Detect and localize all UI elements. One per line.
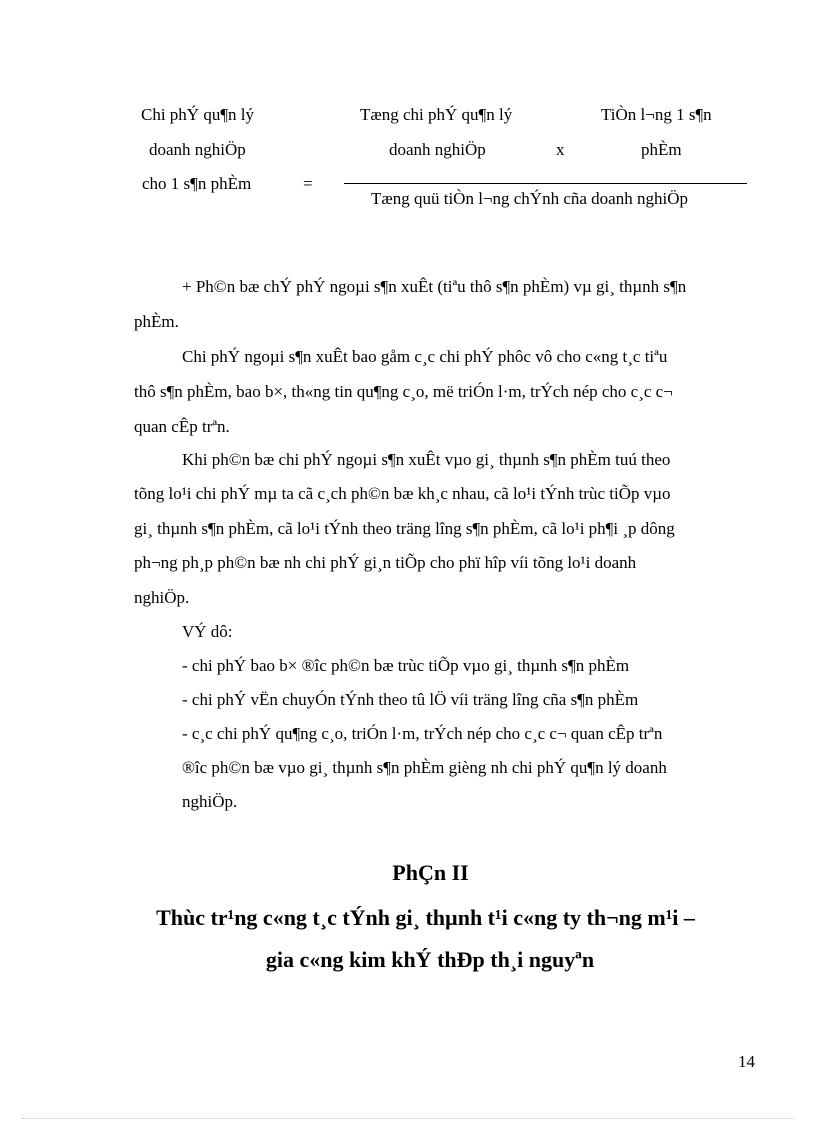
formula-numerator-left-line-1: Tæng chi phÝ qu¶n lý	[360, 105, 513, 124]
formula-multiply-sign: x	[556, 140, 565, 159]
body-line-6: Khi ph©n bæ chi phÝ ngoµi s¶n xuÊt vµo gi¸ thµnh s¶n phÈm tuú theo	[182, 450, 671, 469]
formula-equals-sign: =	[303, 174, 313, 193]
body-line-5: quan cÊp trªn.	[134, 417, 230, 436]
formula-lhs-line-3: cho 1 s¶n phÈm	[142, 174, 252, 193]
body-line-13: - chi phÝ vËn chuyÓn tÝnh theo tû lÖ víi träng lîng cña s¶n phÈm	[182, 690, 639, 709]
body-line-8: gi¸ thµnh s¶n phÈm, cã lo¹i tÝnh theo träng lîng s¶n phÈm, cã lo¹i ph¶i ¸p dông	[134, 519, 675, 538]
body-line-7: tõng lo¹i chi phÝ mµ ta cã c¸ch ph©n bæ kh¸c nhau, cã lo¹i tÝnh trùc tiÕp vµo	[134, 484, 671, 503]
body-line-14: - c¸c chi phÝ qu¶ng c¸o, triÓn l·m, trÝch nép cho c¸c c¬ quan cÊp trªn	[182, 724, 663, 743]
body-line-2: phÈm.	[134, 312, 179, 331]
formula-denominator: Tæng quü tiÒn l¬ng chÝnh cña doanh nghiÖp	[371, 189, 688, 208]
body-line-3: Chi phÝ ngoµi s¶n xuÊt bao gåm c¸c chi phÝ phôc vô cho c«ng t¸c tiªu	[182, 347, 668, 366]
section-title-line-1: Thùc tr¹ng c«ng t¸c tÝnh gi¸ thµnh t¹i c«ng ty th¬ng m¹i –	[156, 905, 695, 930]
formula-numerator-right-line-1: TiÒn l¬ng 1 s¶n	[601, 105, 712, 124]
body-line-12: - chi phÝ bao b× ®îc ph©n bæ trùc tiÕp vµo gi¸ thµnh s¶n phÈm	[182, 656, 630, 675]
formula-lhs-line-1: Chi phÝ qu¶n lý	[141, 105, 255, 124]
formula-numerator-left-line-2: doanh nghiÖp	[389, 140, 486, 159]
page-number: 14	[738, 1052, 755, 1071]
body-line-10: nghiÖp.	[134, 588, 190, 607]
section-title-line-2: gia c«ng kim khÝ thÐp th¸i nguyªn	[265, 947, 595, 972]
body-line-4: thô s¶n phÈm, bao b×, th«ng tin qu¶ng c¸o, më triÓn l·m, trÝch nép cho c¸c c¬	[134, 382, 673, 401]
body-line-1: + Ph©n bæ chÝ phÝ ngoµi s¶n xuÊt (tiªu thô s¶n phÈm) vµ gi¸ thµnh s¶n	[182, 277, 687, 296]
body-line-15: ®îc ph©n bæ vµo gi¸ thµnh s¶n phÈm gièng nh chi phÝ qu¶n lý doanh	[182, 758, 667, 777]
fraction-line	[344, 183, 747, 184]
formula-lhs-line-2: doanh nghiÖp	[149, 140, 246, 159]
body-line-11: VÝ dô:	[182, 622, 233, 641]
body-line-16: nghiÖp.	[182, 792, 238, 811]
section-part-heading: PhÇn II	[392, 860, 469, 885]
body-line-9: ph¬ng ph¸p ph©n bæ nh chi phÝ gi¸n tiÕp cho phï hîp víi tõng lo¹i doanh	[134, 553, 637, 572]
page-bottom-divider	[22, 1118, 794, 1119]
formula-numerator-right-line-2: phÈm	[641, 140, 682, 159]
